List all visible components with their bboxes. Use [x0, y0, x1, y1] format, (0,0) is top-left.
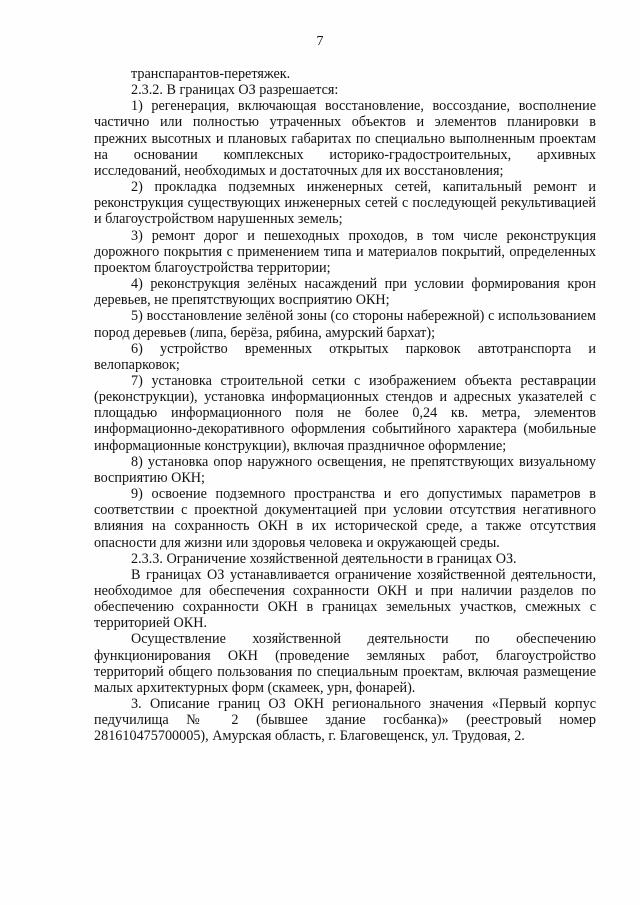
list-item-4: 4) реконструкция зелёных насаждений при условии формирования крон деревьев, не препятствующих восприятию ОКН; — [94, 276, 596, 309]
paragraph-continuation: транспарантов-перетяжек. — [131, 66, 291, 82]
document-body — [94, 66, 596, 745]
paragraph-restriction: В границах ОЗ устанавливается ограничение хозяйственной деятельности, необходимое для обеспечения сохранности ОКН и при наличии разделов по обеспечению сохранности ОКН в границах земельных участков, смежных с территорией ОКН. — [94, 566, 596, 632]
section-heading-2-3-3: 2.3.3. Ограничение хозяйственной деятельности в границах ОЗ. — [131, 550, 517, 567]
list-item-7: 7) установка строительной сетки с изображением объекта реставрации (реконструкции), установка информационных стендов и адресных указателей с площадью информационного поля не более 0,24 кв. метра, элементов информационно-декоративного оформления событийного характера (мобильные информационные конструкции), включая праздничное оформление; — [94, 372, 596, 454]
section-heading-2-3-2: 2.3.2. В границах ОЗ разрешается: — [131, 82, 339, 99]
list-item-9: 9) освоение подземного пространства и его допустимых параметров в соответствии с проектной документацией при условии отсутствия негативного влияния на сохранность ОКН в их исторической среде, а также отсутствия опасности для жизни или здоровья человека и окружающей среды. — [94, 486, 596, 551]
section-heading-3: 3. Описание границ ОЗ ОКН регионального значения «Первый корпус педучилища № 2 (бывшее здание госбанка)» (реестровый номер 281610475700005), Амурская область, г. Благовещенск, ул. Трудовая, 2. — [94, 696, 596, 745]
list-item-6: 6) устройство временных открытых парковок автотранспорта и велопарковок; — [94, 340, 596, 373]
list-item-1: 1) регенерация, включающая восстановление, воссоздание, восполнение частично или полностью утраченных объектов и элементов планировки в прежних высотных и плановых габаритах по специально выполненным проектам на основании комплексных историко-градостроительных, архивных исследований, необходимых и достаточных для их восстановления; — [94, 98, 596, 179]
list-item-2: 2) прокладка подземных инженерных сетей, капитальный ремонт и реконструкция существующих инженерных сетей с последующей рекультивацией и благоустройством нарушенных земель; — [94, 179, 596, 228]
list-item-8: 8) установка опор наружного освещения, не препятствующих визуальному восприятию ОКН; — [94, 453, 596, 486]
paragraph-activity: Осуществление хозяйственной деятельности по обеспечению функционирования ОКН (проведение земляных работ, благоустройство территорий общего пользования по специальным проектам, включая размещение малых архитектурных форм (скамеек, урн, фонарей). — [94, 631, 596, 696]
page-number: 7 — [316, 34, 324, 49]
list-item-3: 3) ремонт дорог и пешеходных проходов, в том числе реконструкция дорожного покрытия с применением типа и материалов покрытий, определенных проектом благоустройства территории; — [94, 227, 596, 276]
list-item-5: 5) восстановление зелёной зоны (со стороны набережной) с использованием пород деревьев (липа, берёза, рябина, амурский бархат); — [94, 308, 596, 341]
